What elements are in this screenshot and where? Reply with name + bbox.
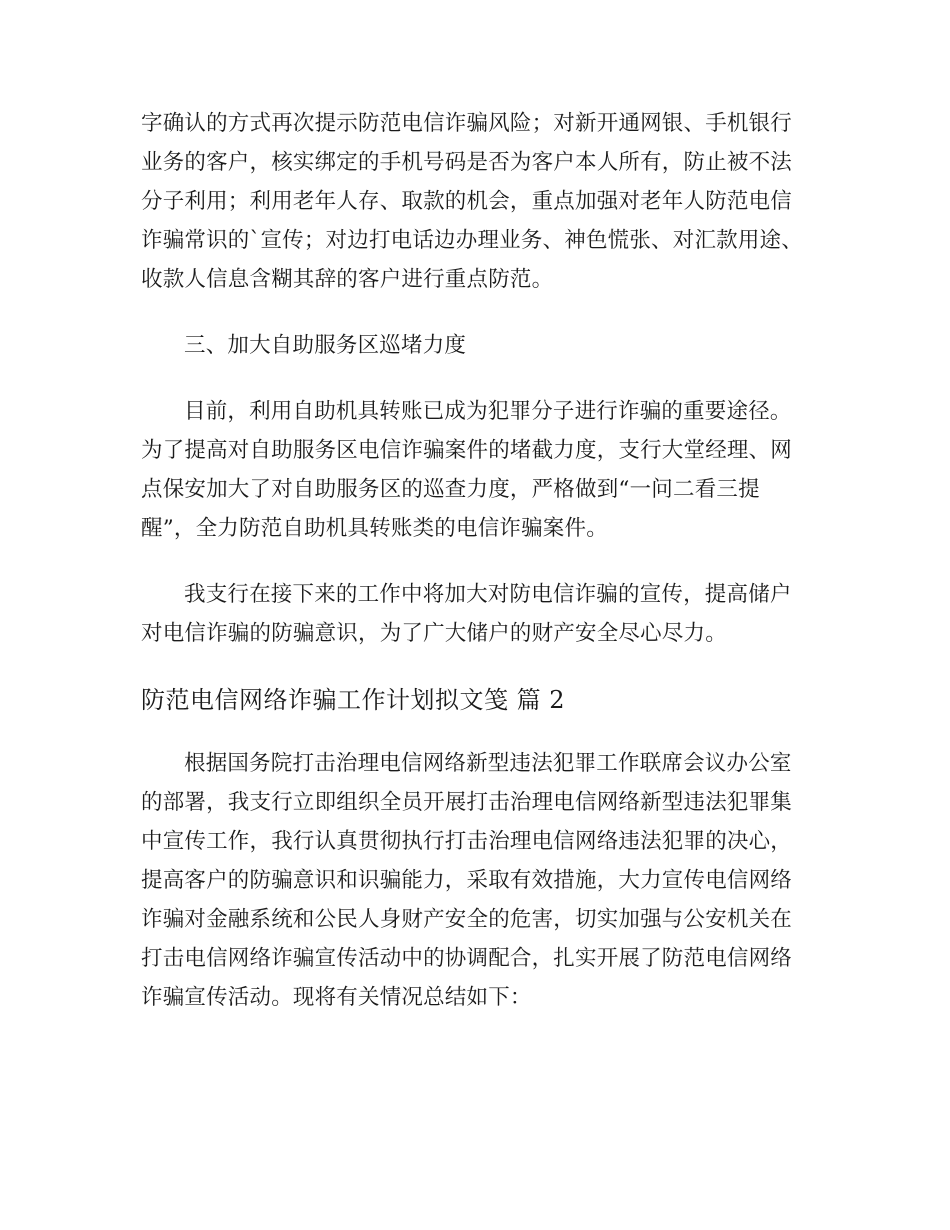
text-line: 收款人信息含糊其辞的客户进行重点防范。: [141, 267, 554, 292]
text-line: 中宣传工作，我行认真贯彻执行打击治理电信网络违法犯罪的决心，: [141, 829, 793, 854]
text-line: 点保安加大了对自助服务区的巡查力度，严格做到“一问二看三提: [141, 477, 760, 502]
article-title: 防范电信网络诈骗工作计划拟文笺 篇 2: [141, 686, 566, 714]
text-line: 为了提高对自助服务区电信诈骗案件的堵截力度，支行大堂经理、网: [141, 438, 793, 463]
text-line: 诈骗常识的`宣传；对边打电话边办理业务、神色慌张、对汇款用途、: [141, 228, 803, 253]
text-line: 打击电信网络诈骗宣传活动中的协调配合，扎实开展了防范电信网络: [141, 946, 793, 971]
text-line: 诈骗对金融系统和公民人身财产安全的危害，切实加强与公安机关在: [141, 907, 793, 932]
text-line: 诈骗宣传活动。现将有关情况总结如下：: [141, 985, 532, 1010]
text-line: 目前，利用自助机具转账已成为犯罪分子进行诈骗的重要途径。: [184, 399, 792, 424]
text-line: 业务的客户，核实绑定的手机号码是否为客户本人所有，防止被不法: [141, 150, 793, 175]
text-line: 对电信诈骗的防骗意识，为了广大储户的财产安全尽心尽力。: [141, 621, 727, 646]
text-line: 的部署，我支行立即组织全员开展打击治理电信网络新型违法犯罪集: [141, 790, 793, 815]
text-line: 字确认的方式再次提示防范电信诈骗风险；对新开通网银、手机银行: [141, 111, 793, 136]
text-line: 醒”，全力防范自助机具转账类的电信诈骗案件。: [141, 516, 608, 541]
section-title: 三、加大自助服务区巡堵力度: [184, 333, 467, 358]
text-line: 提高客户的防骗意识和识骗能力，采取有效措施，大力宣传电信网络: [141, 868, 793, 893]
text-line: 根据国务院打击治理电信网络新型违法犯罪工作联席会议办公室: [184, 751, 792, 776]
text-line: 分子利用；利用老年人存、取款的机会，重点加强对老年人防范电信: [141, 189, 793, 214]
text-line: 我支行在接下来的工作中将加大对防电信诈骗的宣传，提高储户: [184, 582, 792, 607]
